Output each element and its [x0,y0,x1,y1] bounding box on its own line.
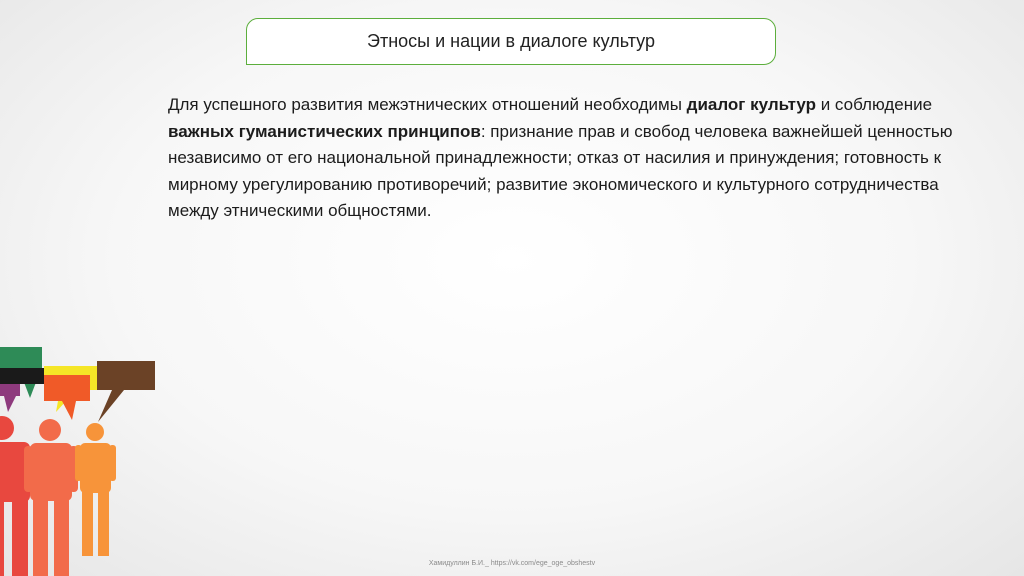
speech-bubbles [0,347,155,422]
paragraph-text-3: : признание прав и свобод человека важнейшей ценностью независимо от его национальной принадлежности; отказ от насилия и принуждения; готовность к мирному урегулированию противоречий; развитие экономического и культурного сотрудничества между этническими общностями. [168,121,953,220]
paragraph-text-2: и соблюдение [815,95,933,114]
people-figures [0,416,116,576]
slide-title: Этносы и нации в диалоге культур [367,31,655,51]
people-speech-bubbles-icon [0,340,165,576]
paragraph-bold-1: диалог культур [686,95,816,114]
slide-title-box [246,18,776,65]
footer-credit: Хамидуллин Б.И._ https://vk.com/ege_oge_obshestv [428,560,596,567]
paragraph-bold-2: важных гуманистических принципов [168,121,481,141]
slide-body-paragraph [168,92,968,225]
paragraph-text-1: Для успешного развития межэтнических отношений необходимы [168,95,687,114]
